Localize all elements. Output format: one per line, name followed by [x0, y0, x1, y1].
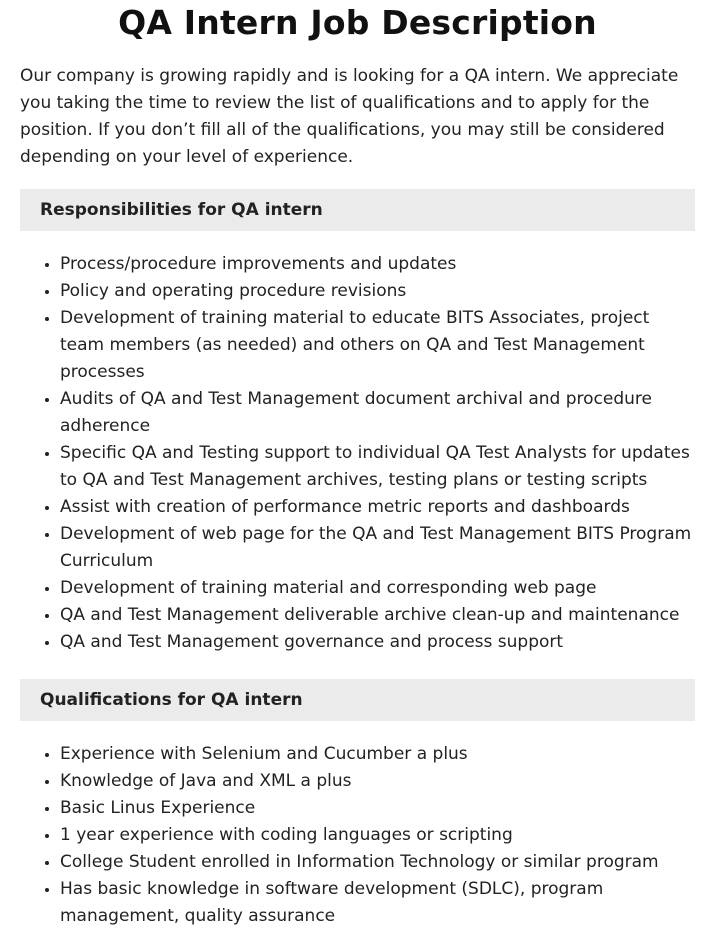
list-item: • 1 year experience with coding languages or scripting — [60, 822, 695, 849]
list-item: • Knowledge of Java and XML a plus — [60, 768, 695, 795]
list-item: • QA and Test Management governance and process support — [60, 629, 695, 656]
responsibilities-heading: Responsibilities for QA intern — [20, 189, 695, 231]
list-item: • Development of web page for the QA and Test Management BITS Program Curriculum — [60, 521, 695, 575]
list-item: • QA and Test Management deliverable archive clean-up and maintenance — [60, 602, 695, 629]
intro-paragraph: Our company is growing rapidly and is looking for a QA intern. We appreciate you taking the time to review the list of qualifications and to apply for the position. If you don’t fill all of the qualifications, you may still be considered depending on your level of experience. — [20, 66, 679, 167]
list-item: • College Student enrolled in Information Technology or similar program — [60, 849, 695, 876]
list-item: • Basic Linus Experience — [60, 795, 695, 822]
list-item: • Policy and operating procedure revisions — [60, 278, 695, 305]
qualifications-list — [20, 741, 695, 930]
list-item: • Specific QA and Testing support to individual QA Test Analysts for updates to QA and Test Management archives, testing plans or testing scripts — [60, 440, 695, 494]
responsibilities-list — [20, 251, 695, 656]
qualifications-heading: Qualifications for QA intern — [20, 679, 695, 721]
list-item: • Development of training material and corresponding web page — [60, 575, 695, 602]
section-gap — [20, 656, 695, 661]
list-item: • Assist with creation of performance metric reports and dashboards — [60, 494, 695, 521]
page-title: QA Intern Job Description — [118, 3, 597, 42]
list-item: • Experience with Selenium and Cucumber a plus — [60, 741, 695, 768]
list-item: • Has basic knowledge in software development (SDLC), program management, quality assurance — [60, 876, 695, 930]
list-item: • Audits of QA and Test Management document archival and procedure adherence — [60, 386, 695, 440]
list-item: • Development of training material to educate BITS Associates, project team members (as needed) and others on QA and Test Management processes — [60, 305, 695, 386]
list-item: • Process/procedure improvements and updates — [60, 251, 695, 278]
